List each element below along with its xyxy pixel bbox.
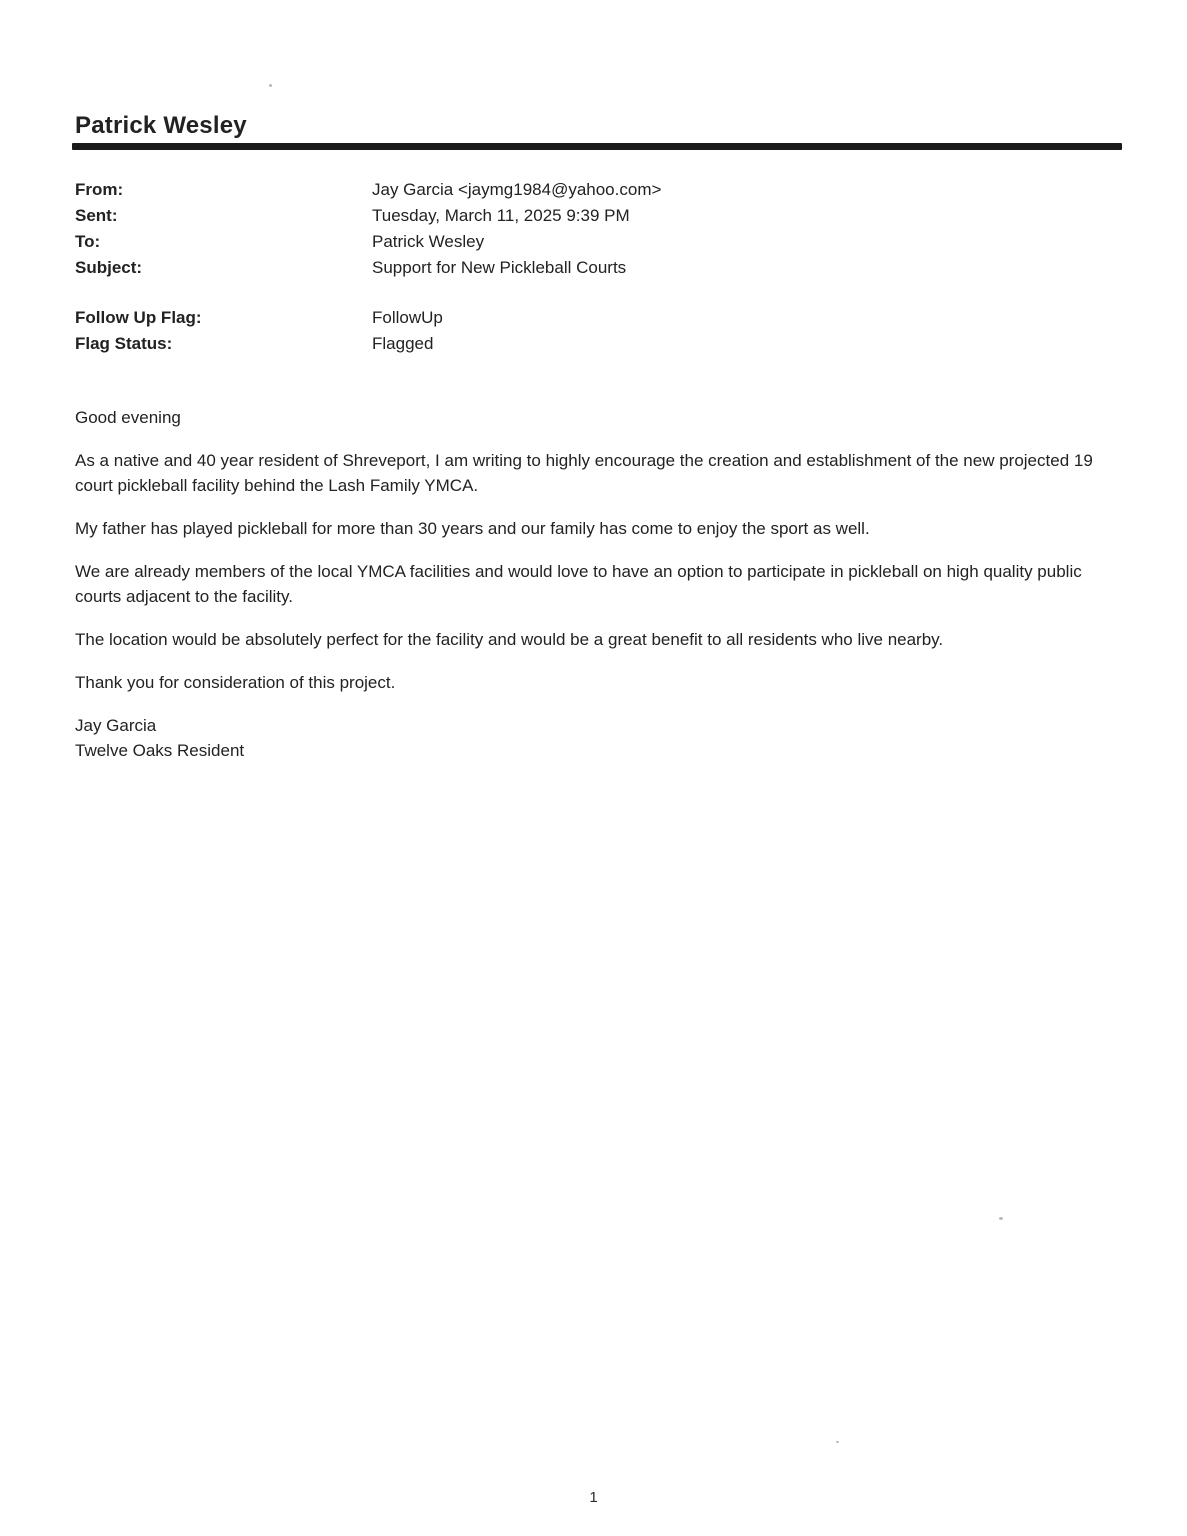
followup-flag-label: Follow Up Flag: [75,308,202,328]
signature-block [75,713,1117,763]
body-paragraph: Thank you for consideration of this project. [75,673,396,693]
flag-status-label: Flag Status: [75,334,173,354]
signature-name: Jay Garcia [75,716,157,736]
meta-row-subject [75,255,1117,281]
page-title: Patrick Wesley [75,112,247,139]
body-paragraph: As a native and 40 year resident of Shreveport, I am writing to highly encourage the creation and establishment of the new projected 19 court pickleball facility behind the Lash Family YMCA. [75,451,1093,496]
greeting-text: Good evening [75,408,181,428]
header-rule [72,143,1122,150]
from-value: Jay Garcia <jaymg1984@yahoo.com> [372,180,662,200]
flag-meta-fields [75,305,1117,357]
sent-value: Tuesday, March 11, 2025 9:39 PM [372,206,630,226]
to-label: To: [75,232,101,252]
body-paragraph: My father has played pickleball for more than 30 years and our family has come to enjoy the sport as well. [75,519,870,539]
to-value: Patrick Wesley [372,232,485,252]
flag-status-value: Flagged [372,334,434,354]
meta-row-sent [75,203,1117,229]
meta-row-followup-flag [75,305,1117,331]
email-body [75,405,1117,763]
subject-label: Subject: [75,258,143,278]
scan-artifact-dot [999,1217,1003,1220]
subject-value: Support for New Pickleball Courts [372,258,627,278]
from-label: From: [75,180,124,200]
memo-header [75,113,1117,150]
meta-row-from [75,177,1117,203]
signature-title: Twelve Oaks Resident [75,741,245,761]
scan-artifact-dot [836,1441,839,1443]
page-number: 1 [589,1489,598,1506]
page-content [75,0,1117,763]
followup-flag-value: FollowUp [372,308,443,328]
sent-label: Sent: [75,206,118,226]
body-paragraph: The location would be absolutely perfect for the facility and would be a great benefit to all residents who live nearby. [75,630,944,650]
email-meta-fields [75,177,1117,281]
meta-row-flag-status [75,331,1117,357]
meta-row-to [75,229,1117,255]
body-paragraph: We are already members of the local YMCA facilities and would love to have an option to participate in pickleball on high quality public courts adjacent to the facility. [75,562,1082,607]
